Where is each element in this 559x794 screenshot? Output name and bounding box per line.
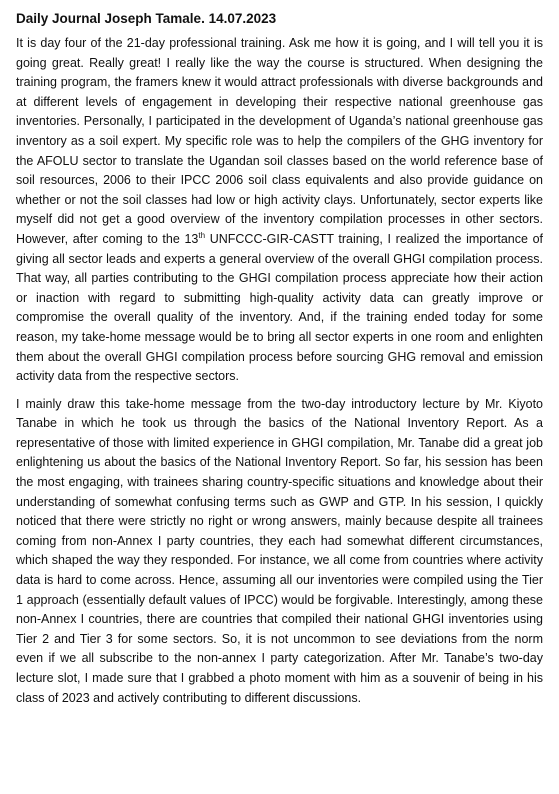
journal-title: Daily Journal Joseph Tamale. 14.07.2023 [16, 11, 277, 26]
paragraph-1-text-part-2: UNFCCC-GIR-CASTT training, I realized the importance of giving all sector leads and experts a general overview of the overall GHGI compilation process. That way, all parties contributing to the GHGI compilation process appreciate how their action or inaction with regard to submitting high-quality activity data can greatly improve or compromise the overall quality of the inventory. And, if the training ended today for some reason, my take-home message would be to bring all sector experts in one room and enlighten them about the overall GHGI compilation process before sourcing GHG removal and emission activity data from the respective sectors. [16, 231, 544, 384]
journal-paragraph-1 [16, 34, 543, 387]
ordinal-superscript: th [198, 230, 206, 240]
journal-page [16, 10, 543, 716]
paragraph-1-text-part-1: It is day four of the 21-day professional training. Ask me how it is going, and I will tell you it is going great. Really great! I really like the way the course is structured. When designing the training program, the framers knew it would attract professionals with diverse backgrounds and at different levels of engagement in developing their respective national greenhouse gas inventories. Personally, I participated in the development of Uganda’s national greenhouse gas inventory as a soil expert. My specific role was to help the compilers of the GHG inventory for the AFOLU sector to translate the Ugandan soil classes based on the world reference base of soil resources, 2006 to their IPCC 2006 soil class equivalents and also provide guidance on whether or not the soil classes had low or high activity clays. Unfortunately, sector experts like myself did not get a good overview of the inventory compilation processes in other sectors. However, after coming to the 13 [16, 36, 543, 246]
journal-paragraph-2: I mainly draw this take-home message from the two-day introductory lecture by Mr. Kiyoto Tanabe in which he took us through the basics of the National Inventory Report. As a representative of those with limited experience in GHGI compilation, Mr. Tanabe did a great job enlightening us about the basics of the National Inventory Report. So far, his session has been the most engaging, with trainees sharing country-specific situations and knowledge about their understanding of somewhat confusing terms such as GWP and GTP. In his session, I quickly noticed that there were strictly no right or wrong answers, mainly because despite all trainees coming from non-Annex I party countries, they each had somewhat different circumstances, which shaped the way they responded. For instance, we all come from countries where activity data is hard to come across. Hence, assuming all our inventories were compiled using the Tier 1 approach (essentially default values of IPCC) would be forgivable. Interestingly, among these non-Annex I countries, there are countries that compiled their national GHGI inventories using Tier 2 and Tier 3 for some sectors. So, it is not uncommon to see deviations from the norm even if we all subscribe to the non-annex I party categorization. After Mr. Tanabe’s two-day lecture slot, I made sure that I grabbed a photo moment with him as a souvenir of being in his class of 2023 and actively contributing to different discussions. [16, 396, 543, 705]
